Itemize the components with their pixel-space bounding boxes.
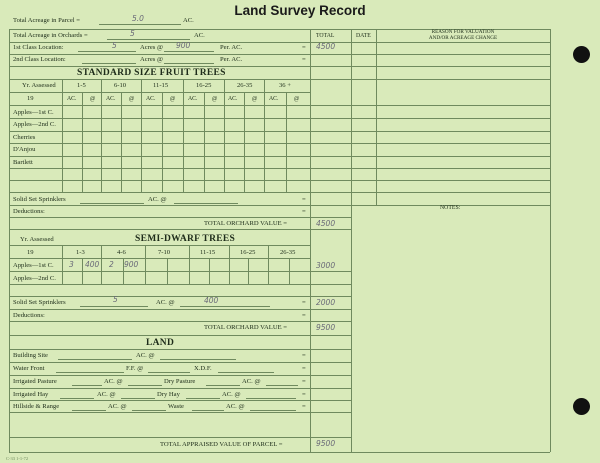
semi-entry: 2 xyxy=(109,260,114,269)
row-line xyxy=(9,66,376,67)
binder-hole-icon xyxy=(573,398,590,415)
standard-year-prefix: 19 xyxy=(27,95,34,102)
class2-acres-label: Acres @ xyxy=(140,56,164,63)
building-site-ac: AC. @ xyxy=(136,352,155,359)
class1-total-value: 4500 xyxy=(316,42,336,51)
grid-v-sub xyxy=(244,92,245,192)
row-line xyxy=(9,229,351,230)
class2-per-label: Per. AC. xyxy=(220,56,243,63)
semi-sprinklers-value: 5 xyxy=(113,295,118,304)
grid-v xyxy=(183,79,184,192)
underline xyxy=(218,372,274,373)
standard-heading: STANDARD SIZE FRUIT TREES xyxy=(77,68,226,78)
sub-at: @ xyxy=(90,96,96,102)
semi-total-value: 3000 xyxy=(316,261,336,270)
class1-acres-label: Acres @ xyxy=(140,44,164,51)
row-line xyxy=(376,192,550,193)
row-line xyxy=(9,143,376,144)
row-line xyxy=(9,205,351,206)
class1-rate-value: 900 xyxy=(176,41,191,50)
row-line xyxy=(376,143,550,144)
reason-header-2: AND/OR ACREAGE CHANGE xyxy=(428,35,498,41)
underline xyxy=(132,410,166,411)
reason-header-1: REASON FOR VALUATION xyxy=(431,29,495,35)
row-line xyxy=(9,349,351,350)
row-line xyxy=(9,180,376,181)
row-line xyxy=(376,156,550,157)
grid-v xyxy=(101,79,102,192)
date-header: DATE xyxy=(356,33,371,39)
dry-pasture-ac: AC. @ xyxy=(242,378,261,385)
underline xyxy=(82,63,136,64)
sub-ac: AC. xyxy=(269,96,279,102)
acreage-orchards-label: Total Acreage in Orchards = xyxy=(13,32,88,39)
semi-age-5: 16-25 xyxy=(240,249,256,256)
semi-entry: 400 xyxy=(85,260,100,269)
class2-eq: = xyxy=(302,56,306,63)
sub-at: @ xyxy=(212,96,218,102)
irrigated-pasture-ac: AC. @ xyxy=(104,378,123,385)
grid-v-sub xyxy=(167,258,168,284)
notes-label: NOTES: xyxy=(440,205,461,211)
grid-v-sub xyxy=(209,258,210,284)
standard-yr-assessed: Yr. Assessed xyxy=(22,82,56,89)
underline xyxy=(174,203,238,204)
semi-variety-label: Apples—2nd C. xyxy=(13,275,56,282)
row-line xyxy=(9,79,376,80)
underline xyxy=(58,359,132,360)
standard-total-orchard-label: TOTAL ORCHARD VALUE = xyxy=(204,220,287,227)
variety-label: Apples—1st C. xyxy=(13,109,54,116)
row-line xyxy=(9,412,351,413)
underline xyxy=(164,51,214,52)
row-line xyxy=(376,79,550,80)
waste-ac: AC. @ xyxy=(226,403,245,410)
acreage-parcel-unit: AC. xyxy=(183,17,194,24)
underline xyxy=(206,385,240,386)
underline xyxy=(246,398,296,399)
standard-deductions-label: Deductions: xyxy=(13,208,45,215)
grid-v xyxy=(62,79,63,192)
hillside-label: Hillside & Range xyxy=(13,403,60,410)
grid-v-sub xyxy=(82,258,83,284)
hillside-eq: = xyxy=(302,403,306,410)
grid-v xyxy=(224,79,225,192)
row-line xyxy=(9,362,351,363)
total-appraised-label: TOTAL APPRAISED VALUE OF PARCEL = xyxy=(160,441,283,448)
standard-total-orchard-value: 4500 xyxy=(316,219,336,228)
underline xyxy=(72,385,102,386)
row-line xyxy=(376,66,550,67)
row-line xyxy=(376,105,550,106)
sub-at: @ xyxy=(252,96,258,102)
underline xyxy=(180,306,270,307)
standard-age-2: 6-10 xyxy=(114,82,127,89)
row-line xyxy=(9,296,351,297)
binder-hole-icon xyxy=(573,46,590,63)
row-line xyxy=(376,180,550,181)
semi-variety-label: Apples—1st C. xyxy=(13,262,54,269)
acreage-orchards-value: 5 xyxy=(130,29,135,38)
sub-at: @ xyxy=(129,96,135,102)
row-line xyxy=(9,245,311,246)
semi-deductions-eq: = xyxy=(302,312,306,319)
row-line xyxy=(376,118,550,119)
sub-ac: AC. xyxy=(188,96,198,102)
semi-sprinklers-total: 2000 xyxy=(316,298,336,307)
row-line xyxy=(9,192,376,193)
sub-ac: AC. xyxy=(106,96,116,102)
row-line xyxy=(9,156,376,157)
semi-sprinklers-eq: = xyxy=(302,299,306,306)
standard-age-5: 26-35 xyxy=(237,82,253,89)
row-line xyxy=(9,105,376,106)
standard-sprinklers-ac: AC. @ xyxy=(148,196,167,203)
underline xyxy=(186,398,220,399)
irrigated-hay-label: Irrigated Hay xyxy=(13,391,49,398)
grid-v xyxy=(101,245,102,284)
semi-sprinklers-ac: AC. @ xyxy=(156,299,175,306)
underline xyxy=(107,39,190,40)
dry-hay-label: Dry Hay xyxy=(157,391,180,398)
row-line xyxy=(9,131,376,132)
building-site-label: Building Site xyxy=(13,352,48,359)
underline xyxy=(164,63,214,64)
row-line xyxy=(9,271,351,272)
underline xyxy=(250,410,296,411)
grid-v xyxy=(189,245,190,284)
semi-age-1: 1-3 xyxy=(76,249,85,256)
irrigated-pasture-eq: = xyxy=(302,378,306,385)
grid-v-sub xyxy=(162,92,163,192)
water-front-ff: F.F. @ xyxy=(126,365,144,372)
row-line xyxy=(9,309,351,310)
class1-per-label: Per. AC. xyxy=(220,44,243,51)
underline xyxy=(99,24,181,25)
total-col-right xyxy=(351,29,352,452)
dry-hay-ac: AC. @ xyxy=(222,391,241,398)
irrigated-hay-eq: = xyxy=(302,391,306,398)
semi-entry: 3 xyxy=(69,260,74,269)
standard-sprinklers-eq: = xyxy=(302,196,306,203)
underline xyxy=(192,410,224,411)
variety-label: Apples—2nd C. xyxy=(13,121,56,128)
class1-eq: = xyxy=(302,44,306,51)
acreage-parcel-value: 5.0 xyxy=(132,14,144,23)
underline xyxy=(160,359,236,360)
footer-code: C-33 1-1-72 xyxy=(6,456,29,461)
grid-v-sub xyxy=(82,92,83,192)
page-title: Land Survey Record xyxy=(234,3,366,18)
row-line xyxy=(9,437,351,438)
grid-v xyxy=(62,245,63,284)
standard-sprinklers-label: Solid Set Sprinklers xyxy=(13,196,66,203)
grid-v xyxy=(268,245,269,284)
variety-label: Cherries xyxy=(13,134,36,141)
total-header: TOTAL xyxy=(316,33,335,39)
standard-deductions-eq: = xyxy=(302,208,306,215)
standard-age-3: 11-15 xyxy=(153,82,169,89)
row-line xyxy=(9,388,351,389)
grid-v-sub xyxy=(204,92,205,192)
grid-v xyxy=(229,245,230,284)
waste-label: Waste xyxy=(168,403,184,410)
row-line xyxy=(9,335,351,336)
sub-ac: AC. xyxy=(67,96,77,102)
dry-pasture-label: Dry Pasture xyxy=(164,378,196,385)
semi-total-orchard-value: 9500 xyxy=(316,323,336,332)
grid-v xyxy=(141,79,142,192)
acreage-orchards-unit: AC. xyxy=(194,32,205,39)
underline xyxy=(128,385,162,386)
sub-ac: AC. xyxy=(146,96,156,102)
underline xyxy=(80,203,144,204)
grid-v-sub xyxy=(286,92,287,192)
row-line xyxy=(9,321,351,322)
irrigated-pasture-label: Irrigated Pasture xyxy=(13,378,57,385)
semi-age-4: 11-15 xyxy=(200,249,216,256)
acreage-parcel-label: Total Acreage in Parcel = xyxy=(13,17,80,24)
frame-bottom xyxy=(9,452,550,453)
total-appraised-value: 9500 xyxy=(316,439,336,448)
row-line xyxy=(376,42,550,43)
water-front-eq: = xyxy=(302,365,306,372)
underline xyxy=(266,385,298,386)
underline xyxy=(72,410,106,411)
standard-age-6: 36 + xyxy=(279,82,291,89)
semi-yr-assessed: Yr. Assessed xyxy=(20,236,54,243)
semi-sprinklers-rate: 400 xyxy=(204,296,219,305)
underline xyxy=(148,372,190,373)
row-line xyxy=(376,131,550,132)
grid-v-sub xyxy=(248,258,249,284)
standard-age-1: 1-5 xyxy=(77,82,86,89)
sub-at: @ xyxy=(294,96,300,102)
grid-v xyxy=(264,79,265,192)
semi-heading: SEMI-DWARF TREES xyxy=(135,234,236,244)
semi-year-prefix: 19 xyxy=(27,249,34,256)
underline xyxy=(80,306,148,307)
row-line xyxy=(9,284,351,285)
row-line xyxy=(9,217,351,218)
row-line xyxy=(9,375,351,376)
date-col-right xyxy=(376,29,377,205)
sub-at: @ xyxy=(170,96,176,102)
grid-v-sub xyxy=(289,258,290,284)
row-line xyxy=(9,118,376,119)
row-line xyxy=(376,54,550,55)
land-heading: LAND xyxy=(146,338,175,348)
semi-deductions-label: Deductions: xyxy=(13,312,45,319)
semi-total-orchard-label: TOTAL ORCHARD VALUE = xyxy=(204,324,287,331)
irrigated-hay-ac: AC. @ xyxy=(97,391,116,398)
underline xyxy=(60,398,94,399)
water-front-xdf: X.D.F. xyxy=(194,365,212,372)
underline xyxy=(56,372,124,373)
underline xyxy=(121,398,155,399)
row-line xyxy=(376,168,550,169)
class2-label: 2nd Class Location: xyxy=(13,56,66,63)
semi-age-2: 4-6 xyxy=(117,249,126,256)
grid-v xyxy=(145,245,146,284)
underline xyxy=(78,51,136,52)
semi-sprinklers-label: Solid Set Sprinklers xyxy=(13,299,66,306)
row-line xyxy=(9,54,376,55)
class1-label: 1st Class Location: xyxy=(13,44,64,51)
row-line xyxy=(9,258,311,259)
building-site-eq: = xyxy=(302,352,306,359)
hillside-ac: AC. @ xyxy=(108,403,127,410)
semi-age-3: 7-10 xyxy=(158,249,171,256)
row-line xyxy=(9,168,376,169)
sub-ac: AC. xyxy=(228,96,238,102)
semi-entry: 900 xyxy=(124,260,139,269)
variety-label: D'Anjou xyxy=(13,146,36,153)
standard-age-4: 16-25 xyxy=(196,82,212,89)
row-line xyxy=(9,400,351,401)
frame-right xyxy=(550,29,551,452)
row-line xyxy=(9,92,311,93)
water-front-label: Water Front xyxy=(13,365,45,372)
class1-acres-value: 5 xyxy=(112,41,117,50)
grid-v-sub xyxy=(121,92,122,192)
variety-label: Bartlett xyxy=(13,159,33,166)
semi-age-6: 26-35 xyxy=(280,249,296,256)
